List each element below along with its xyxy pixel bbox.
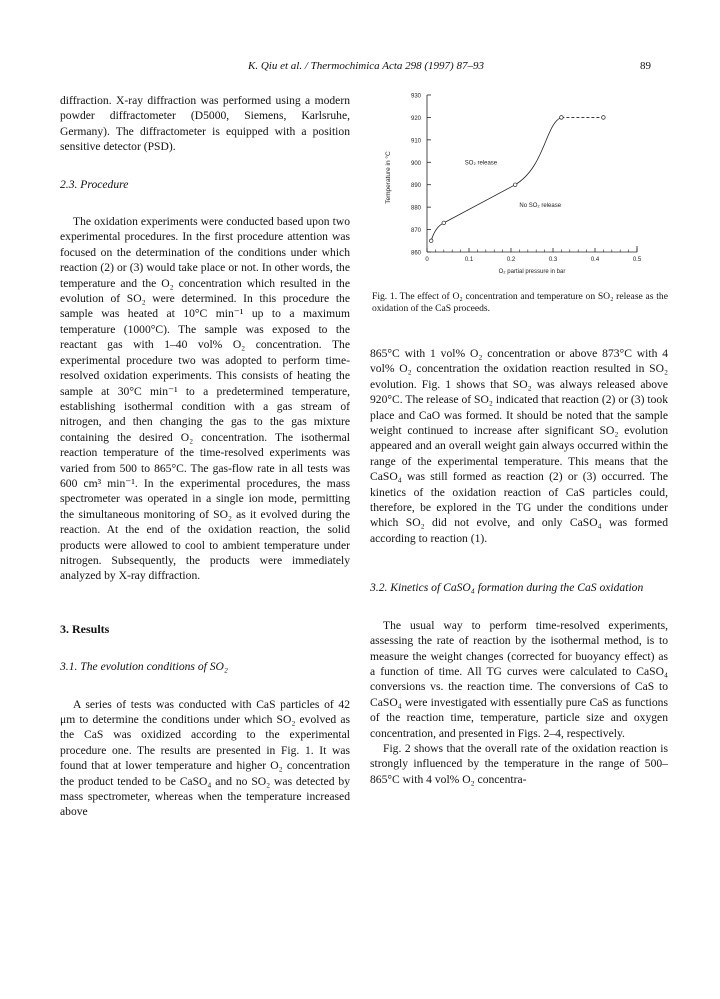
figure-caption: Fig. 1. The effect of O₂ concentration and temperature on SO₂ release as the oxidation of the CaS proceeds.: [372, 291, 668, 314]
x-tick-label: 0.4: [590, 257, 600, 263]
evolution-heading: 3.1. The evolution conditions of SO₂: [60, 660, 228, 674]
y-tick-label: 880: [410, 205, 421, 212]
y-tick-label: 930: [410, 93, 421, 100]
page-number: 89: [640, 60, 651, 72]
running-head: K. Qiu et al. / Thermochimica Acta 298 (1997) 87–93: [248, 60, 484, 72]
right-column: [370, 346, 668, 787]
procedure-heading: 2.3. Procedure: [60, 177, 129, 191]
chart: [370, 85, 670, 285]
evolution-paragraph: A series of tests was conducted with CaS particles of 42 μm to determine the conditions under which SO₂ evolved as the CaS was oxidized according to the experimental procedure one. The results are presented in Fig. 1. It was found that at lower temperature and higher O₂ concentration the product tended to be CaSO₄ and no SO₂ was detected by mass spectrometer, whereas when the temperature increased above: [60, 697, 350, 819]
data-point: [429, 239, 433, 243]
y-tick-label: 920: [410, 115, 421, 122]
y-tick-label: 890: [410, 183, 421, 190]
y-tick-label: 900: [410, 160, 421, 167]
kinetics-heading: 3.2. Kinetics of CaSO₄ formation during the CaS oxidation: [370, 581, 644, 595]
data-point: [602, 116, 606, 120]
kinetics-paragraph-2: Fig. 2 shows that the overall rate of the oxidation reaction is strongly influenced by the temperature in the range of 500–865°C with 4 vol% O₂ concentra-: [370, 741, 668, 786]
annotation-no-so2-release: No SO₂ release: [519, 203, 562, 210]
y-tick-label: 860: [410, 250, 421, 257]
data-point: [560, 116, 564, 120]
results-heading: 3. Results: [60, 621, 110, 636]
left-column: [60, 93, 350, 820]
kinetics-paragraph-1: The usual way to perform time-resolved experiments, assessing the rate of reaction by the isothermal method, is to measure the weight changes (corrected for buoyancy effect) as a function of time. All TG curves were calculated to CaSO₄ conversions vs. the reaction time. The conversions of CaS to CaSO₄ were investigated with essentially pure CaS as functions of the reaction time, temperature, particle size and oxygen concentration, and presented in Figs. 2–4, respectively.: [370, 618, 668, 740]
x-tick-label: 0.5: [632, 257, 642, 263]
figure-1: [370, 85, 670, 285]
x-tick-label: 0: [425, 257, 429, 263]
continuation-paragraph: 865°C with 1 vol% O₂ concentration or above 873°C with 4 vol% O₂ concentration the oxidation reaction resulted in SO₂ evolution. Fig. 1 shows that SO₂ was always released above 920°C. The release of SO₂ indicated that reaction (2) or (3) took place and CaO was formed. It should be noted that the sample weight continued to increase after significant SO₂ evolution appeared and an overall weight gain always occurred within the range of the experimental temperature. This means that the CaSO₄ was still formed as reaction (2) or (3) occurred. The kinetics of the oxidation reaction of CaS particles could, therefore, be explored in the TG under the conditions under which SO₂ did not evolve, and only CaSO₄ was formed according to reaction (1).: [370, 347, 668, 545]
y-axis-label: Temperature in °C: [385, 151, 392, 204]
y-tick-label: 910: [410, 138, 421, 145]
intro-paragraph: diffraction. X-ray diffraction was performed using a modern powder diffractometer (D5000, Siemens, Karlsruhe, Germany). The diffractometer is equipped with a position sensitive detector (PSD).: [60, 94, 350, 154]
y-tick-label: 870: [410, 228, 421, 235]
data-point: [513, 183, 517, 187]
x-axis-label: O₂ partial pressure in bar: [498, 269, 566, 275]
page-header: [0, 60, 720, 76]
procedure-paragraph: The oxidation experiments were conducted based upon two experimental procedures. In the first procedure attention was focused on the determination of the conditions under which reaction (2) or (3) would take place or not. In other words, the temperature and the O₂ concentration which resulted in the evolution of SO₂ were determined. In this procedure the sample was heated at 10°C min⁻¹ up to a maximum temperature (1000°C). The sample was exposed to the reactant gas with 1–40 vol% O₂ concentration. The experimental procedure two was adopted to perform time-resolved oxidation experiments. This consists of heating the sample at 30°C min⁻¹ to a predetermined temperature, establishing isothermal condition with a gas stream of nitrogen, and then changing the gas to the gas mixture containing the desired O₂ concentration. The isothermal reaction temperature of the time-resolved experiments was varied from 500 to 865°C. The gas-flow rate in all tests was 600 cm³ min⁻¹. In the experimental procedures, the mass spectrometer was operated in a single ion mode, permitting the simultaneous monitoring of SO₂ as it evolved during the reaction. At the end of the oxidation reaction, the solid products were allowed to cool to ambient temperature under nitrogen. Subsequently, the products were immediately analyzed by X-ray diffraction.: [60, 215, 350, 583]
boundary-curve: [431, 117, 561, 240]
data-point: [442, 221, 446, 225]
annotation-so2-release: SO₂ release: [464, 160, 498, 167]
x-tick-label: 0.3: [548, 257, 558, 263]
x-tick-label: 0.1: [464, 257, 474, 263]
x-tick-label: 0.2: [506, 257, 516, 263]
